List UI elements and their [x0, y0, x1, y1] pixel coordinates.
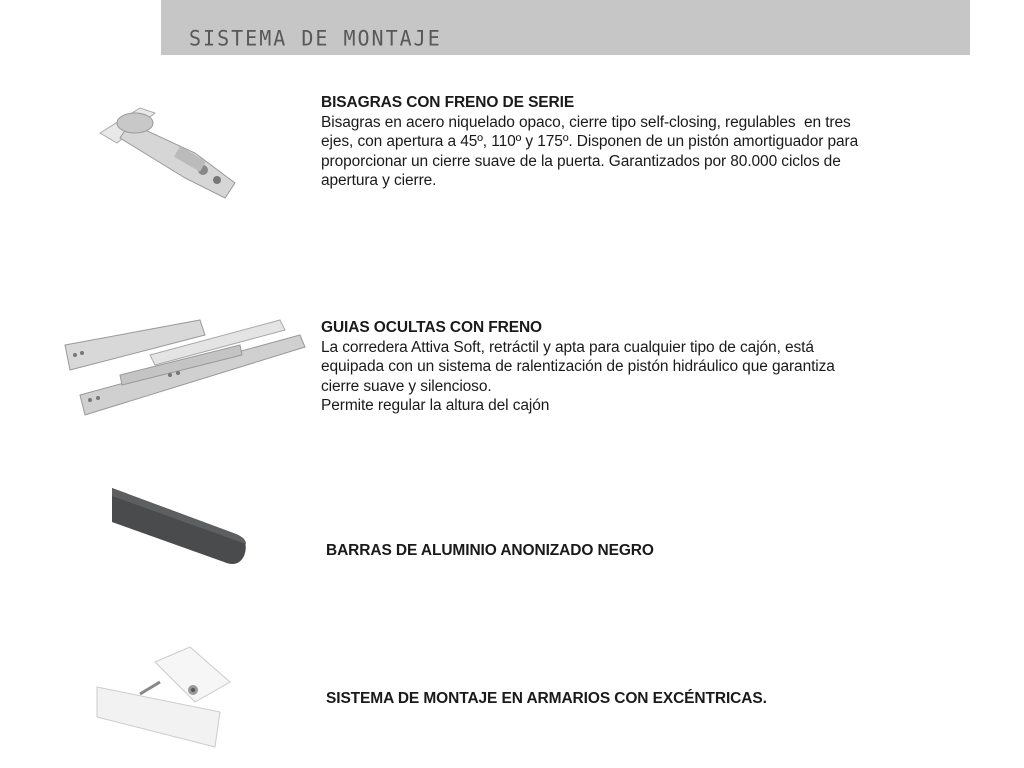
item-description-line: cierre suave y silencioso. [321, 377, 492, 395]
item-hinges [321, 93, 858, 191]
cam-fitting-image [95, 642, 240, 752]
item-description-line: Permite regular la altura del cajón [321, 397, 550, 415]
item-description-line: Bisagras en acero niquelado opaco, cierre tipo self-closing, regulables en tres [321, 113, 851, 131]
item-title: BISAGRAS CON FRENO DE SERIE [321, 94, 575, 111]
hinge-image [95, 98, 245, 203]
item-aluminium-bars [326, 541, 654, 561]
page-header [161, 0, 970, 55]
item-description-line: ejes, con apertura a 45º, 110º y 175º. Disponen de un pistón amortiguador para [321, 133, 859, 151]
item-cam-fittings [326, 689, 767, 709]
drawer-slide-image [60, 315, 310, 420]
aluminium-bar-image [108, 482, 253, 570]
item-title: SISTEMA DE MONTAJE EN ARMARIOS CON EXCÉNTRICAS. [326, 690, 767, 707]
header-title: SISTEMA DE MONTAJE [189, 25, 442, 51]
item-title: GUIAS OCULTAS CON FRENO [321, 319, 543, 336]
item-description-line: apertura y cierre. [321, 172, 437, 190]
item-description-line: La corredera Attiva Soft, retráctil y apta para cualquier tipo de cajón, está [321, 338, 814, 356]
item-drawer-slides [321, 318, 835, 416]
item-title: BARRAS DE ALUMINIO ANONIZADO NEGRO [326, 542, 654, 559]
item-description-line: equipada con un sistema de ralentización de pistón hidráulico que garantiza [321, 358, 835, 376]
item-description-line: proporcionar un cierre suave de la puerta. Garantizados por 80.000 ciclos de [321, 152, 841, 170]
